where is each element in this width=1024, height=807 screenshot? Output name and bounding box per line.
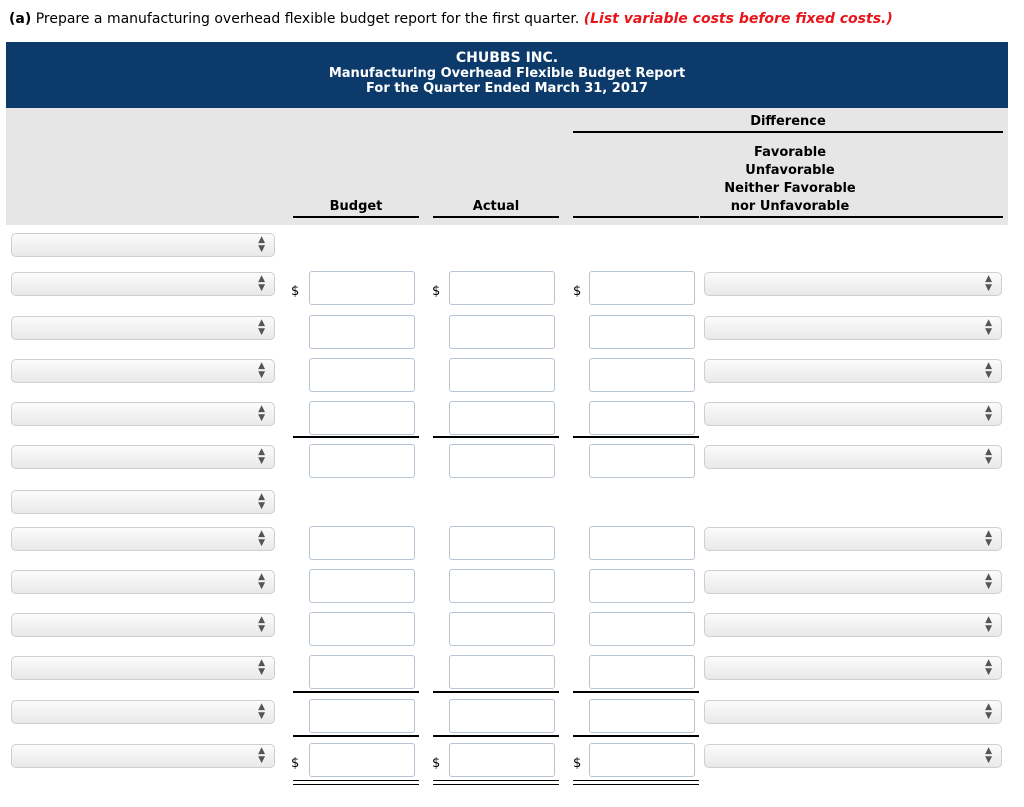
select-arrows-icon: ▲ ▼ — [258, 658, 265, 677]
row-2-account-select[interactable] — [11, 316, 275, 340]
difference-heading: Difference — [750, 114, 826, 129]
row-5-difference-status-select[interactable] — [704, 445, 1002, 469]
row-1-actual-input[interactable] — [449, 271, 555, 305]
row-2-actual-input[interactable] — [449, 315, 555, 349]
difference-status-underline — [700, 216, 1003, 218]
row-4-budget-input[interactable] — [309, 401, 415, 435]
select-arrows-icon: ▲ ▼ — [258, 235, 265, 254]
row-4-difference-input[interactable] — [589, 401, 695, 435]
row-1-difference-dollar: $ — [573, 284, 582, 299]
row-5-actual-input[interactable] — [449, 444, 555, 478]
select-arrows-icon: ▲ ▼ — [985, 404, 992, 423]
select-arrows-icon: ▲ ▼ — [985, 572, 992, 591]
row-11-actual-input[interactable] — [449, 699, 555, 733]
row-7-budget-input[interactable] — [309, 526, 415, 560]
select-arrows-icon: ▲ ▼ — [985, 318, 992, 337]
row-11-actual-subtotal-line — [433, 691, 559, 693]
row-11-difference-status-select[interactable] — [704, 700, 1002, 724]
row-6-account-select[interactable] — [11, 490, 275, 514]
option-nor-unfavorable: nor Unfavorable — [730, 199, 850, 214]
report-header — [6, 42, 1008, 108]
option-unfavorable: Unfavorable — [745, 163, 835, 178]
row-8-budget-input[interactable] — [309, 569, 415, 603]
row-10-budget-input[interactable] — [309, 655, 415, 689]
select-arrows-icon: ▲ ▼ — [258, 702, 265, 721]
select-arrows-icon: ▲ ▼ — [985, 658, 992, 677]
row-8-actual-input[interactable] — [449, 569, 555, 603]
row-12-difference-top-line — [573, 735, 699, 737]
row-7-difference-status-select[interactable] — [704, 527, 1002, 551]
row-8-difference-status-select[interactable] — [704, 570, 1002, 594]
difference-underline — [573, 131, 1003, 133]
select-arrows-icon: ▲ ▼ — [258, 361, 265, 380]
row-5-account-select[interactable] — [11, 445, 275, 469]
row-2-budget-input[interactable] — [309, 315, 415, 349]
difference-amount-underline — [573, 216, 699, 218]
select-arrows-icon: ▲ ▼ — [985, 529, 992, 548]
row-9-account-select[interactable] — [11, 613, 275, 637]
report-title: Manufacturing Overhead Flexible Budget Report — [328, 66, 686, 81]
row-7-account-select[interactable] — [11, 527, 275, 551]
row-4-account-select[interactable] — [11, 402, 275, 426]
row-2-difference-status-select[interactable] — [704, 316, 1002, 340]
row-12-account-select[interactable] — [11, 744, 275, 768]
select-arrows-icon: ▲ ▼ — [258, 447, 265, 466]
select-arrows-icon: ▲ ▼ — [985, 615, 992, 634]
row-9-budget-input[interactable] — [309, 612, 415, 646]
row-5-actual-subtotal-line — [433, 436, 559, 438]
select-arrows-icon: ▲ ▼ — [985, 746, 992, 765]
row-1-difference-input[interactable] — [589, 271, 695, 305]
row-8-account-select[interactable] — [11, 570, 275, 594]
row-12-budget-double-underline — [293, 784, 419, 785]
row-5-budget-input[interactable] — [309, 444, 415, 478]
row-10-actual-input[interactable] — [449, 655, 555, 689]
select-arrows-icon: ▲ ▼ — [258, 318, 265, 337]
select-arrows-icon: ▲ ▼ — [985, 702, 992, 721]
row-9-difference-status-select[interactable] — [704, 613, 1002, 637]
report-period: For the Quarter Ended March 31, 2017 — [366, 81, 648, 96]
select-arrows-icon: ▲ ▼ — [985, 274, 992, 293]
row-12-difference-dollar: $ — [573, 756, 582, 771]
row-12-actual-double-underline — [433, 780, 559, 781]
company-name: CHUBBS INC. — [455, 50, 559, 66]
select-arrows-icon: ▲ ▼ — [985, 361, 992, 380]
row-12-actual-top-line — [433, 735, 559, 737]
row-10-difference-input[interactable] — [589, 655, 695, 689]
select-arrows-icon: ▲ ▼ — [258, 615, 265, 634]
row-12-difference-input[interactable] — [589, 743, 695, 777]
row-1-account-select[interactable] — [11, 272, 275, 296]
row-12-budget-input[interactable] — [309, 743, 415, 777]
budget-heading: Budget — [329, 199, 383, 214]
row-4-difference-status-select[interactable] — [704, 402, 1002, 426]
row-12-budget-dollar: $ — [291, 756, 300, 771]
question-part: (a) — [9, 11, 32, 27]
row-3-difference-status-select[interactable] — [704, 359, 1002, 383]
budget-underline — [293, 216, 419, 218]
select-arrows-icon: ▲ ▼ — [258, 492, 265, 511]
row-10-difference-status-select[interactable] — [704, 656, 1002, 680]
row-12-budget-double-underline — [293, 780, 419, 781]
row-7-actual-input[interactable] — [449, 526, 555, 560]
row-11-account-select[interactable] — [11, 700, 275, 724]
row-11-difference-subtotal-line — [573, 691, 699, 693]
row-12-actual-input[interactable] — [449, 743, 555, 777]
option-favorable: Favorable — [753, 145, 827, 160]
select-arrows-icon: ▲ ▼ — [258, 404, 265, 423]
row-11-budget-subtotal-line — [293, 691, 419, 693]
actual-heading: Actual — [472, 199, 520, 214]
row-9-difference-input[interactable] — [589, 612, 695, 646]
row-3-account-select[interactable] — [11, 359, 275, 383]
instruction-note: (List variable costs before fixed costs.) — [583, 11, 893, 27]
row-7-difference-input[interactable] — [589, 526, 695, 560]
row-0-account-select[interactable] — [11, 233, 275, 257]
row-12-difference-double-underline — [573, 784, 699, 785]
select-arrows-icon: ▲ ▼ — [258, 274, 265, 293]
row-4-actual-input[interactable] — [449, 401, 555, 435]
row-12-difference-status-select[interactable] — [704, 744, 1002, 768]
actual-underline — [433, 216, 559, 218]
row-5-budget-subtotal-line — [293, 436, 419, 438]
row-2-difference-input[interactable] — [589, 315, 695, 349]
row-9-actual-input[interactable] — [449, 612, 555, 646]
select-arrows-icon: ▲ ▼ — [985, 447, 992, 466]
row-1-difference-status-select[interactable] — [704, 272, 1002, 296]
row-12-actual-double-underline — [433, 784, 559, 785]
row-11-difference-input[interactable] — [589, 699, 695, 733]
select-arrows-icon: ▲ ▼ — [258, 746, 265, 765]
difference-options — [700, 144, 880, 216]
select-arrows-icon: ▲ ▼ — [258, 529, 265, 548]
row-1-budget-input[interactable] — [309, 271, 415, 305]
row-12-difference-double-underline — [573, 780, 699, 781]
row-12-budget-top-line — [293, 735, 419, 737]
instruction-text: Prepare a manufacturing overhead flexible budget report for the first quarter. — [31, 11, 584, 27]
row-12-actual-dollar: $ — [432, 756, 441, 771]
row-5-difference-input[interactable] — [589, 444, 695, 478]
row-3-budget-input[interactable] — [309, 358, 415, 392]
row-11-budget-input[interactable] — [309, 699, 415, 733]
option-neither: Neither Favorable — [724, 181, 856, 196]
row-1-actual-dollar: $ — [432, 284, 441, 299]
instruction — [9, 11, 893, 27]
row-8-difference-input[interactable] — [589, 569, 695, 603]
row-3-difference-input[interactable] — [589, 358, 695, 392]
select-arrows-icon: ▲ ▼ — [258, 572, 265, 591]
row-10-account-select[interactable] — [11, 656, 275, 680]
row-5-difference-subtotal-line — [573, 436, 699, 438]
row-3-actual-input[interactable] — [449, 358, 555, 392]
row-1-budget-dollar: $ — [291, 284, 300, 299]
